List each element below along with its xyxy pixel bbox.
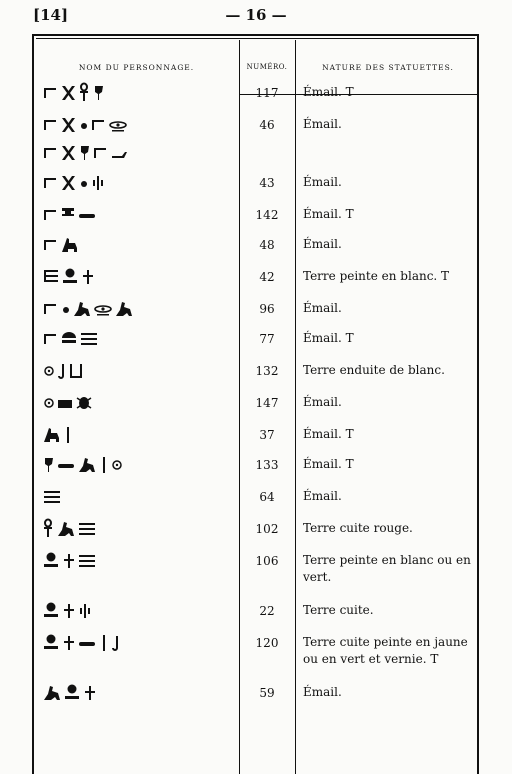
row-numero: 106 <box>255 554 279 568</box>
row-nature: Terre cuite rouge. <box>303 521 413 535</box>
row-numero: 132 <box>255 364 279 378</box>
hieroglyph-name-icon <box>44 682 234 704</box>
row-nature: Émail. <box>303 301 342 315</box>
row-nature: Émail. <box>303 175 342 189</box>
hieroglyph-name-icon <box>44 392 234 414</box>
row-nature: Émail. <box>303 395 342 409</box>
row-nature: Émail. T <box>303 457 354 471</box>
row-nature: Émail. <box>303 237 342 251</box>
hieroglyph-name-icon <box>44 82 234 104</box>
row-numero: 117 <box>255 86 279 100</box>
hieroglyph-name-icon <box>44 172 234 194</box>
column-divider <box>295 40 296 774</box>
row-nature: Émail. T <box>303 331 354 345</box>
hieroglyph-name-icon <box>44 142 234 164</box>
page-bracket-number: [14] <box>33 6 69 24</box>
row-nature: Émail. <box>303 489 342 503</box>
hieroglyph-name-icon <box>44 114 234 136</box>
row-numero: 48 <box>259 238 275 252</box>
row-nature: Terre peinte en blanc ou en vert. <box>303 553 471 584</box>
row-numero: 64 <box>259 490 275 504</box>
row-numero: 133 <box>255 458 279 472</box>
column-header-nature: NATURE DES STATUETTES. <box>322 63 454 72</box>
row-nature: Émail. <box>303 117 342 131</box>
hieroglyph-name-icon <box>44 266 234 288</box>
row-numero: 37 <box>259 428 275 442</box>
hieroglyph-name-icon <box>44 486 234 508</box>
hieroglyph-name-icon <box>44 328 234 350</box>
row-nature: Émail. T <box>303 207 354 221</box>
row-numero: 147 <box>255 396 279 410</box>
row-numero: 102 <box>255 522 279 536</box>
column-header-nom: NOM DU PERSONNAGE. <box>78 63 195 72</box>
row-nature: Terre peinte en blanc. T <box>303 269 450 283</box>
row-numero: 96 <box>259 302 275 316</box>
row-numero: 43 <box>259 176 275 190</box>
hieroglyph-name-icon <box>44 204 234 226</box>
row-nature: Terre cuite peinte en jaune ou en vert et vernie. T <box>303 635 468 666</box>
statuettes-table <box>32 34 479 774</box>
row-nature: Émail. T <box>303 427 354 441</box>
row-numero: 42 <box>259 270 275 284</box>
hieroglyph-name-icon <box>44 360 234 382</box>
row-nature: Émail. T <box>303 85 354 99</box>
row-numero: 46 <box>259 118 275 132</box>
hieroglyph-name-icon <box>44 550 234 572</box>
row-nature: Émail. <box>303 685 342 699</box>
row-numero: 22 <box>259 604 275 618</box>
column-header-numero: NUMÉRO. <box>246 63 288 71</box>
row-nature: Terre enduite de blanc. <box>303 363 445 377</box>
row-numero: 77 <box>259 332 275 346</box>
hieroglyph-name-icon <box>44 234 234 256</box>
hieroglyph-name-icon <box>44 424 234 446</box>
hieroglyph-name-icon <box>44 600 234 622</box>
row-nature: Terre cuite. <box>303 603 374 617</box>
hieroglyph-name-icon <box>44 298 234 320</box>
row-numero: 120 <box>255 636 279 650</box>
row-numero: 142 <box>255 208 279 222</box>
hieroglyph-name-icon <box>44 454 234 476</box>
page-number: — 16 — <box>225 6 287 24</box>
hieroglyph-name-icon <box>44 632 234 654</box>
hieroglyph-name-icon <box>44 518 234 540</box>
row-numero: 59 <box>259 686 275 700</box>
